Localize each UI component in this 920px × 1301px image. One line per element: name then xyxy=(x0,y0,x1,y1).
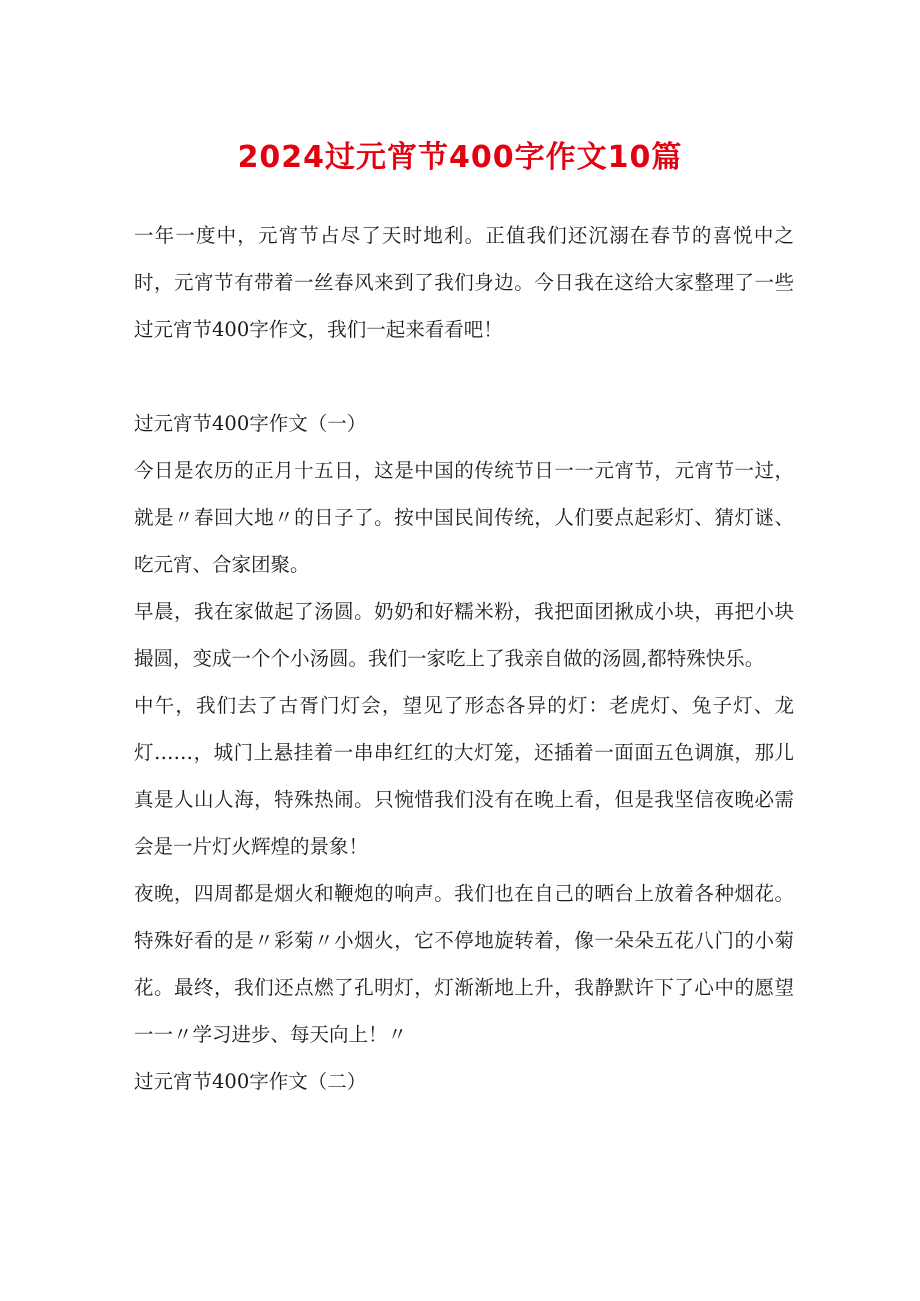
document-title: 2024过元宵节400字作文10篇 xyxy=(237,140,683,175)
section-spacer xyxy=(134,353,794,400)
paragraph: 中午，我们去了古胥门灯会，望见了形态各异的灯：老虎灯、兔子灯、龙灯……，城门上悬挂着一串串红红的大灯笼，还插着一面面五色调旗，那儿真是人山人海，特殊热闹。只惋惜我们没有在晚上看，但是我坚信夜晚必需会是一片灯火辉煌的景象！ xyxy=(134,694,794,858)
intro-paragraph: 一年一度中，元宵节占尽了天时地利。正值我们还沉溺在春节的喜悦中之时，元宵节有带着一丝春风来到了我们身边。今日我在这给大家整理了一些过元宵节400字作文，我们一起来看看吧！ xyxy=(134,224,794,341)
paragraph: 夜晚，四周都是烟火和鞭炮的响声。我们也在自己的晒台上放着各种烟花。特殊好看的是〃彩菊〃小烟火，它不停地旋转着，像一朵朵五花八门的小菊花。最终，我们还点燃了孔明灯，灯渐渐地上升，我静默许下了心中的愿望一一〃学习进步、每天向上！〃 xyxy=(134,882,794,1046)
document-body xyxy=(134,212,794,1105)
section-heading-1: 过元宵节400字作文（一） xyxy=(134,412,367,435)
section-heading-2: 过元宵节400字作文（二） xyxy=(134,1070,367,1093)
paragraph: 早晨，我在家做起了汤圆。奶奶和好糯米粉，我把面团揪成小块，再把小块撮圆，变成一个个小汤圆。我们一家吃上了我亲自做的汤圆,都特殊快乐。 xyxy=(134,600,794,670)
paragraph: 今日是农历的正月十五日，这是中国的传统节日一一元宵节，元宵节一过，就是〃春回大地〃的日子了。按中国民间传统，人们要点起彩灯、猜灯谜、吃元宵、合家团聚。 xyxy=(134,459,794,576)
